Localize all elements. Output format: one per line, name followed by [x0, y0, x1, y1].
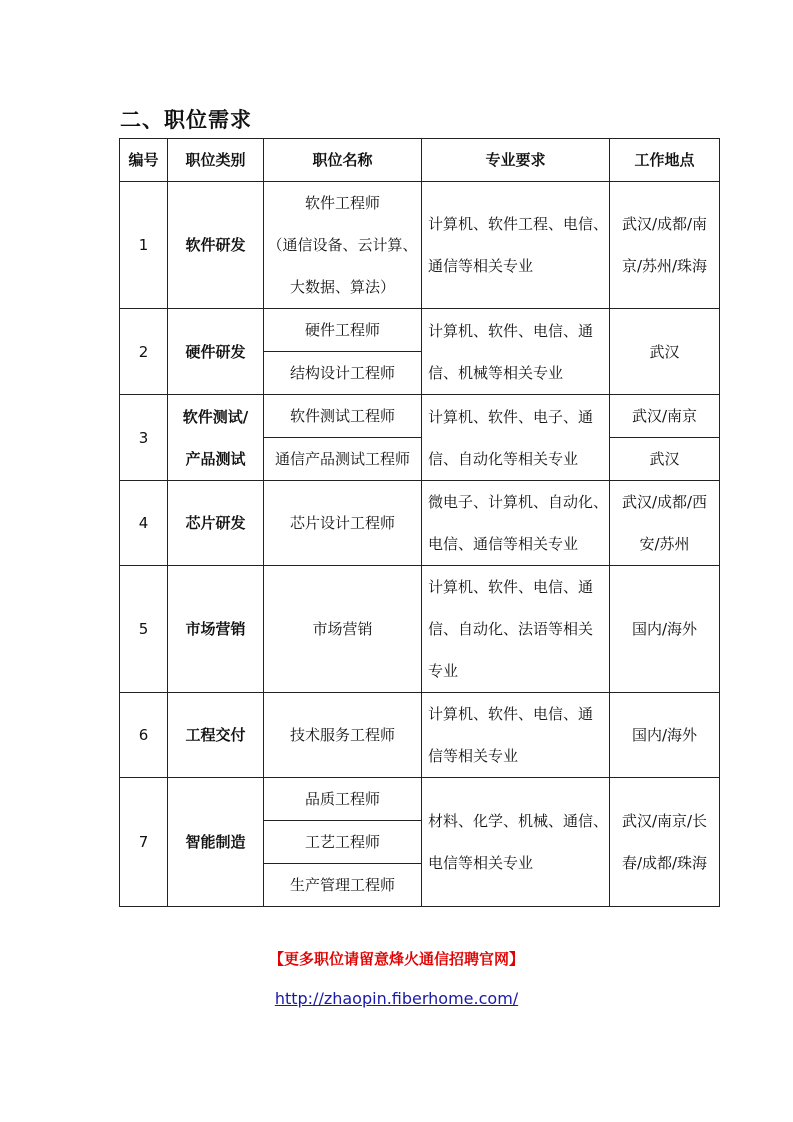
- row-major: [422, 693, 610, 778]
- major-line: 通信等相关专业: [428, 257, 534, 275]
- row-major: [422, 778, 610, 907]
- row-major: [422, 182, 610, 309]
- row-position: 品质工程师: [264, 778, 422, 821]
- location-line: 武汉/成都/西: [621, 493, 708, 511]
- row-no: 6: [120, 693, 168, 778]
- row-no: 2: [120, 309, 168, 395]
- header-major: 专业要求: [422, 139, 610, 182]
- major-line: 计算机、软件、电信、通: [428, 321, 594, 340]
- location-line: 京/苏州/珠海: [621, 257, 708, 275]
- major-line: 计算机、软件、电信、通: [428, 705, 594, 723]
- row-major: [422, 395, 610, 481]
- major-line: 信、自动化、法语等相关: [428, 620, 594, 638]
- row-location: 武汉/南京: [610, 395, 720, 438]
- row-no: 4: [120, 481, 168, 566]
- row-major: [422, 481, 610, 566]
- position-line: 软件工程师: [304, 194, 380, 212]
- table-row: [120, 481, 720, 566]
- major-line: 专业: [428, 662, 459, 680]
- row-category: 智能制造: [168, 778, 264, 907]
- recruitment-note: 【更多职位请留意烽火通信招聘官网】: [268, 950, 524, 968]
- table-row: [120, 182, 720, 309]
- major-line: 电信、通信等相关专业: [428, 535, 579, 553]
- location-line: 武汉/南京/长: [621, 812, 708, 830]
- location-line: 武汉/成都/南: [621, 215, 708, 233]
- table-row: [120, 309, 720, 352]
- row-major: [422, 566, 610, 693]
- row-location: [610, 778, 720, 907]
- row-position: [264, 182, 422, 309]
- header-position: 职位名称: [264, 139, 422, 182]
- row-position: 芯片设计工程师: [264, 481, 422, 566]
- table-row: [120, 566, 720, 693]
- recruitment-link-line: [0, 989, 793, 1008]
- major-line: 计算机、软件工程、电信、: [428, 215, 609, 233]
- row-position: 工艺工程师: [264, 821, 422, 864]
- major-line: 计算机、软件、电信、通: [428, 578, 594, 596]
- section-title: 二、职位需求: [120, 108, 252, 132]
- row-major: [422, 309, 610, 395]
- category-line: 软件测试/: [182, 407, 249, 426]
- table-header-row: [120, 139, 720, 182]
- major-line: 信等相关专业: [428, 747, 519, 765]
- major-line: 电信等相关专业: [428, 854, 534, 872]
- position-line: （通信设备、云计算、: [267, 236, 418, 254]
- row-location: 国内/海外: [610, 566, 720, 693]
- major-line: 计算机、软件、电子、通: [428, 407, 594, 426]
- location-line: 安/苏州: [639, 535, 690, 553]
- row-position: 硬件工程师: [264, 309, 422, 352]
- table-row: [120, 778, 720, 821]
- recruitment-site-link[interactable]: http://zhaopin.fiberhome.com/: [274, 989, 519, 1008]
- row-category: 芯片研发: [168, 481, 264, 566]
- row-location: 武汉: [610, 438, 720, 481]
- row-category: 软件研发: [168, 182, 264, 309]
- row-position: 技术服务工程师: [264, 693, 422, 778]
- row-no: 7: [120, 778, 168, 907]
- header-category: 职位类别: [168, 139, 264, 182]
- row-location: [610, 182, 720, 309]
- row-position: 市场营销: [264, 566, 422, 693]
- category-line: 产品测试: [185, 449, 246, 468]
- row-location: [610, 481, 720, 566]
- row-category: 工程交付: [168, 693, 264, 778]
- row-position: 结构设计工程师: [264, 352, 422, 395]
- table-row: [120, 395, 720, 438]
- row-no: 1: [120, 182, 168, 309]
- row-position: 生产管理工程师: [264, 864, 422, 907]
- row-position: 软件测试工程师: [264, 395, 422, 438]
- row-category: 硬件研发: [168, 309, 264, 395]
- location-line: 春/成都/珠海: [621, 854, 708, 872]
- row-no: 3: [120, 395, 168, 481]
- row-no: 5: [120, 566, 168, 693]
- job-requirements-table: [119, 138, 720, 907]
- table-row: [120, 693, 720, 778]
- row-category: 市场营销: [168, 566, 264, 693]
- header-no: 编号: [120, 139, 168, 182]
- major-line: 材料、化学、机械、通信、: [428, 812, 609, 830]
- major-line: 信、机械等相关专业: [428, 363, 564, 382]
- row-location: 国内/海外: [610, 693, 720, 778]
- row-category: [168, 395, 264, 481]
- major-line: 信、自动化等相关专业: [428, 449, 579, 468]
- position-line: 大数据、算法）: [289, 278, 395, 296]
- row-location: 武汉: [610, 309, 720, 395]
- row-position: 通信产品测试工程师: [264, 438, 422, 481]
- header-location: 工作地点: [610, 139, 720, 182]
- major-line: 微电子、计算机、自动化、: [428, 493, 609, 511]
